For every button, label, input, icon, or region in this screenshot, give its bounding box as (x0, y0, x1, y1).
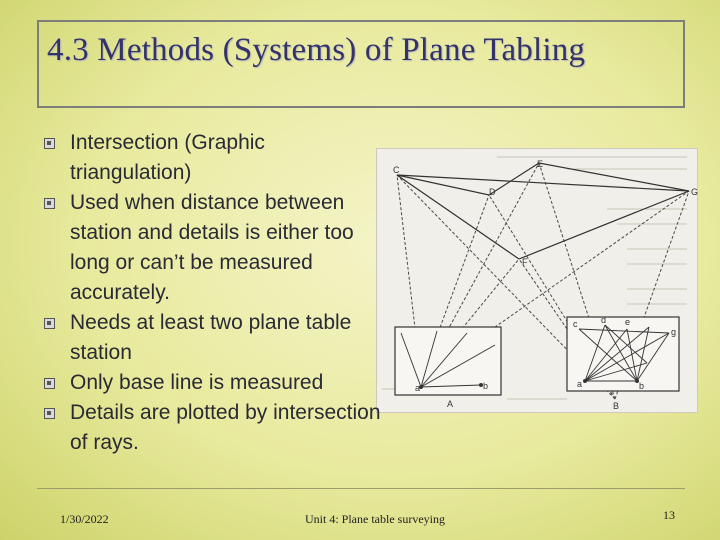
label-g: G (691, 187, 699, 197)
label-a-big: A (447, 399, 454, 409)
label-c: C (393, 165, 400, 175)
detail-outline (397, 163, 689, 259)
label-b2: b (639, 381, 645, 391)
footer-title: Unit 4: Plane table surveying (305, 512, 445, 526)
label-a2: a (577, 379, 583, 389)
title-box (37, 20, 685, 108)
footer-date: 1/30/2022 (60, 512, 109, 526)
footer-divider (37, 488, 685, 489)
square-bullet-icon (44, 378, 55, 389)
square-bullet-icon (44, 318, 55, 329)
bullet-item (44, 368, 384, 398)
label-c2: c (573, 319, 578, 329)
bullet-item (44, 188, 384, 308)
slide-number: 13 (663, 508, 675, 522)
bullet-item (44, 308, 384, 368)
slide-title: 4.3 Methods (Systems) of Plane Tabling (47, 32, 586, 68)
square-bullet-icon (44, 138, 55, 149)
label-g2: g (671, 327, 677, 337)
label-d: D (489, 187, 496, 197)
label-e: E (537, 159, 544, 169)
bullet-text: Intersection (Graphic triangulation) (70, 131, 265, 184)
label-e2: e (625, 317, 631, 327)
bullet-item (44, 128, 384, 188)
intersection-diagram (376, 148, 698, 413)
label-a-small: a (415, 383, 421, 393)
bullet-text: Needs at least two plane table station (70, 311, 352, 364)
square-bullet-icon (44, 408, 55, 419)
label-d2: d (601, 315, 607, 325)
label-b-small: b (483, 381, 489, 391)
label-b-big: B (613, 401, 620, 411)
label-f: F (522, 257, 528, 267)
bullet-text: Only base line is measured (70, 371, 324, 394)
intersection-diagram-svg (377, 149, 697, 412)
bullet-list (44, 128, 384, 458)
bullet-item (44, 398, 384, 458)
bullet-text: Details are plotted by intersection of rays. (70, 401, 381, 454)
bullet-text: Used when distance between station and details is either too long or can’t be measured accurately. (70, 191, 354, 304)
square-bullet-icon (44, 198, 55, 209)
